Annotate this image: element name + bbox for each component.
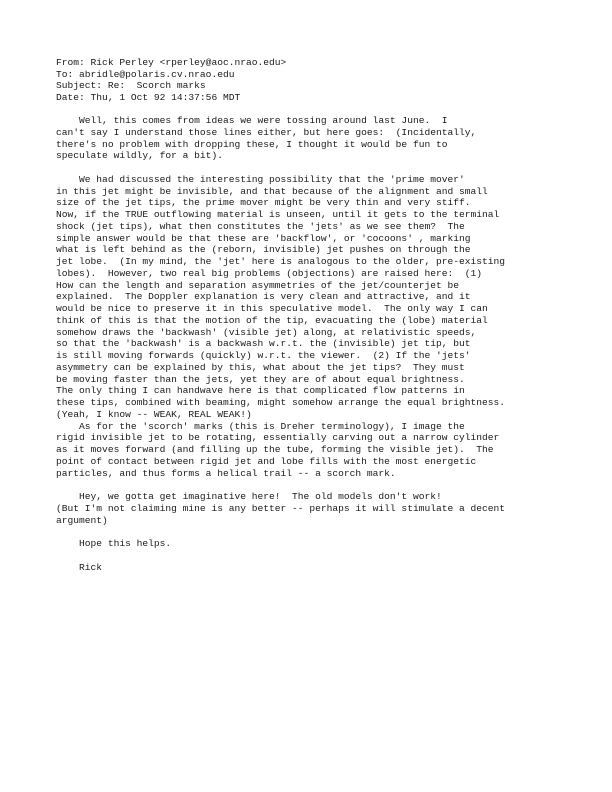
text-line: Rick bbox=[56, 561, 103, 573]
text-line: rigid invisible jet to be rotating, essentially carving out a narrow cylinder bbox=[56, 432, 500, 444]
text-line: what is left behind as the (reborn, invisible) jet pushes on through the bbox=[56, 244, 471, 256]
text-line: point of contact between rigid jet and lobe fills with the most energetic bbox=[56, 455, 477, 467]
text-line: The only thing I can handwave here is that complicated flow patterns in bbox=[56, 385, 465, 397]
text-line: Now, if the TRUE outflowing material is unseen, until it gets to the terminal bbox=[56, 209, 500, 221]
paragraph bbox=[56, 491, 604, 526]
text-line: there's no problem with dropping these, I thought it would be fun to bbox=[56, 138, 448, 150]
text-line: explained. The Doppler explanation is very clean and attractive, and it bbox=[56, 291, 471, 303]
text-line: speculate wildly, for a bit). bbox=[56, 150, 223, 162]
text-line: Hope this helps. bbox=[56, 538, 172, 550]
text-line: can't say I understand those lines either, but here goes: (Incidentally, bbox=[56, 126, 477, 138]
paragraph-spacer bbox=[56, 479, 604, 491]
email-document bbox=[56, 57, 604, 573]
text-line: think of this is that the motion of the tip, evacuating the (lobe) material bbox=[56, 314, 488, 326]
paragraph bbox=[56, 562, 604, 574]
paragraph-spacer bbox=[56, 550, 604, 562]
text-line: so that the 'backwash' is a backwash w.r.t. the (invisible) jet tip, but bbox=[56, 338, 471, 350]
text-line: Well, this comes from ideas we were tossing around last June. I bbox=[56, 115, 448, 127]
text-line: (But I'm not claiming mine is any better -- perhaps it will stimulate a decent bbox=[56, 502, 506, 514]
to-line: To: abridle@polaris.cv.nrao.edu bbox=[56, 68, 235, 80]
paragraph bbox=[56, 538, 604, 550]
text-line: somehow draws the 'backwash' (visible jet) along, at relativistic speeds, bbox=[56, 326, 477, 338]
subject-line: Subject: Re: Scorch marks bbox=[56, 80, 206, 92]
text-line: as it moves forward (and filling up the tube, forming the visible jet). The bbox=[56, 444, 494, 456]
text-line: is still moving forwards (quickly) w.r.t. the viewer. (2) If the 'jets' bbox=[56, 350, 471, 362]
text-line: (Yeah, I know -- WEAK, REAL WEAK!) bbox=[56, 408, 252, 420]
text-line: simple answer would be that these are 'backflow', or 'cocoons' , marking bbox=[56, 232, 471, 244]
date-line: Date: Thu, 1 Oct 92 14:37:56 MDT bbox=[56, 91, 241, 103]
text-line: in this jet might be invisible, and that because of the alignment and small bbox=[56, 185, 488, 197]
text-line: jet lobe. (In my mind, the 'jet' here is analogous to the older, pre-existing bbox=[56, 256, 506, 268]
text-line: We had discussed the interesting possibility that the 'prime mover' bbox=[56, 173, 465, 185]
email-header bbox=[56, 57, 604, 103]
text-line: would be nice to preserve it in this speculative model. The only way I can bbox=[56, 303, 488, 315]
text-line: As for the 'scorch' marks (this is Dreher terminology), I image the bbox=[56, 420, 465, 432]
text-line: Hey, we gotta get imaginative here! The old models don't work! bbox=[56, 491, 442, 503]
text-line: size of the jet tips, the prime mover might be very thin and very stiff. bbox=[56, 197, 471, 209]
text-line: How can the length and separation asymmetries of the jet/counterjet be bbox=[56, 279, 460, 291]
text-line: particles, and thus forms a helical trail -- a scorch mark. bbox=[56, 467, 396, 479]
text-line: be moving faster than the jets, yet they are of about equal brightness. bbox=[56, 373, 465, 385]
header-spacer bbox=[56, 103, 604, 115]
paragraph bbox=[56, 115, 604, 162]
text-line: lobes). However, two real big problems (objections) are raised here: (1) bbox=[56, 267, 483, 279]
text-line: shock (jet tips), what then constitutes the 'jets' as we see them? The bbox=[56, 220, 465, 232]
paragraph bbox=[56, 174, 604, 480]
paragraph-spacer bbox=[56, 162, 604, 174]
email-body bbox=[56, 115, 604, 573]
paragraph-spacer bbox=[56, 526, 604, 538]
from-line: From: Rick Perley <rperley@aoc.nrao.edu> bbox=[56, 57, 287, 68]
text-line: asymmetry can be explained by this, what about the jet tips? They must bbox=[56, 361, 465, 373]
text-line: argument) bbox=[56, 514, 108, 526]
text-line: these tips, combined with beaming, might somehow arrange the equal brightness. bbox=[56, 397, 506, 409]
